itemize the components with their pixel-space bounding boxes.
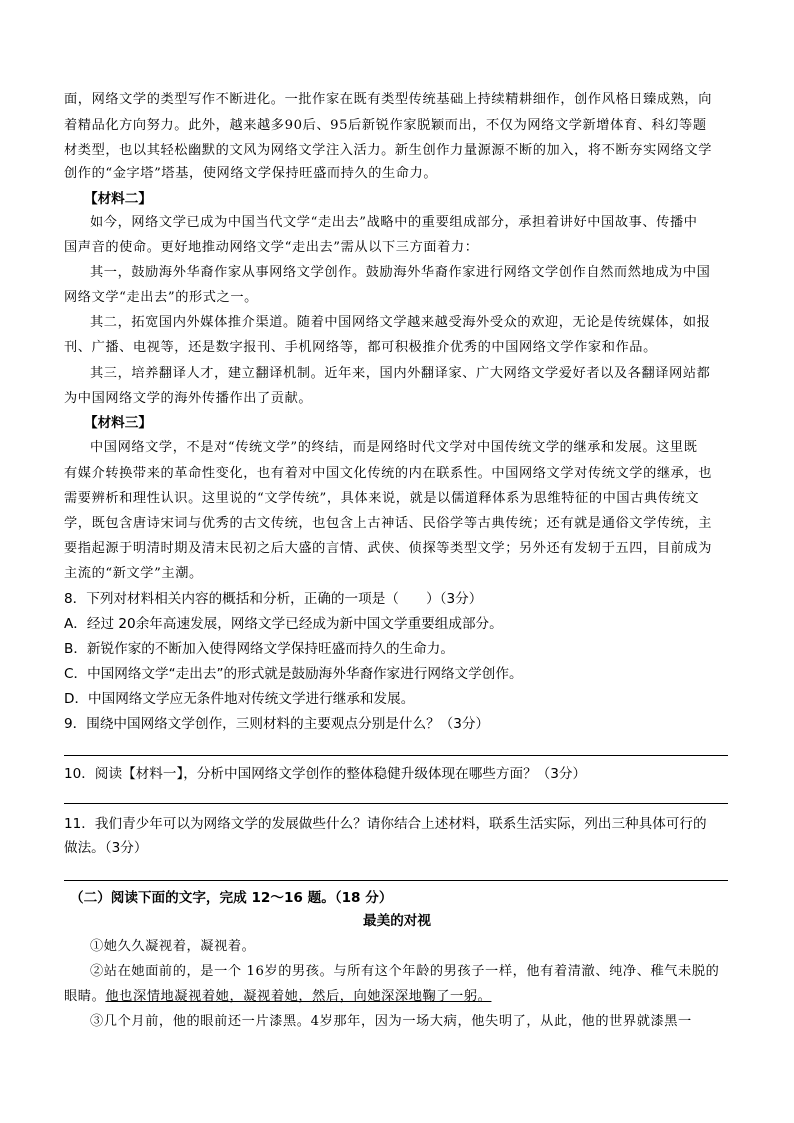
text-line: 中国网络文学，不是对“传统文学”的终结，而是网络时代文学对中国传统文学的继承和发展。这里既: [90, 440, 698, 455]
question-9: 9．围绕中国网络文学创作，三则材料的主要观点分别是什么？（3分）: [64, 716, 490, 732]
text-line: 创作的“金字塔”塔基，使网络文学保持旺盛而持久的生命力。: [64, 166, 438, 181]
material-two-heading: 【材料二】: [84, 191, 152, 207]
text-line: ③几个月前，他的眼前还一片漆黑。4岁那年，因为一场大病，他失明了，从此，他的世界就漆黑一: [90, 1014, 692, 1029]
text-line: 学，既包含唐诗宋词与优秀的古文传统，也包含上古神话、民俗学等古典传统；还有就是通俗文学传统，主: [64, 516, 713, 531]
text-line: 其一，鼓励海外华裔作家从事网络文学创作。鼓励海外华裔作家进行网络文学创作自然而然地成为中国: [90, 265, 711, 280]
text-segment: 眼睛。: [64, 989, 106, 1004]
option-a: A．经过 20余年高速发展，网络文学已经成为新中国文学重要组成部分。: [64, 616, 503, 632]
answer-line: [64, 803, 728, 804]
text-line: 需要辨析和理性认识。这里说的“文学传统”，具体来说，就是以儒道释体系为思维特征的中国古典传统文: [64, 491, 700, 506]
text-line: 着精品化方向努力。此外，越来越多90后、95后新锐作家脱颖而出，不仅为网络文学新增体育、科幻等题: [64, 118, 707, 133]
text-line: 面，网络文学的类型写作不断进化。一批作家在既有类型传统基础上持续精耕细作，创作风格日臻成熟，向: [64, 92, 713, 107]
option-c: C．中国网络文学“走出去”的形式就是鼓励海外华裔作家进行网络文学创作。: [64, 666, 523, 682]
section-two-heading: （二）阅读下面的文字，完成 12～16 题。（18 分）: [70, 890, 393, 906]
passage-title: 最美的对视: [363, 913, 431, 929]
text-line: 国声音的使命。更好地推动网络文学“走出去”需从以下三方面着力：: [64, 240, 479, 255]
text-line: 其三，培养翻译人才，建立翻译机制。近年来，国内外翻译家、广大网络文学爱好者以及各翻译网站都: [90, 366, 711, 381]
text-line: 如今，网络文学已成为中国当代文学“走出去”战略中的重要组成部分，承担着讲好中国故事、传播中: [90, 215, 698, 230]
material-three-heading: 【材料三】: [84, 415, 152, 431]
text-line: ①她久久凝视着，凝视着。: [90, 939, 256, 954]
text-line: 主流的“新文学”主潮。: [64, 566, 203, 581]
text-line: [64, 987, 734, 1007]
text-line: 材类型，也以其轻松幽默的文风为网络文学注入活力。新生创作力量源源不断的加入，将不断夯实网络文学: [64, 143, 713, 158]
text-line: 有媒介转换带来的革命性变化，也有着对中国文化传统的内在联系性。中国网络文学对传统文学的继承，也: [64, 466, 713, 481]
question-11-line2: 做法。（3分）: [64, 840, 148, 856]
question-10: 10．阅读【材料一】，分析中国网络文学创作的整体稳健升级体现在哪些方面？（3分）: [64, 766, 587, 782]
question-11-line1: 11．我们青少年可以为网络文学的发展做些什么？请你结合上述材料，联系生活实际，列出三种具体可行的: [64, 816, 707, 832]
text-line: 其二，拓宽国内外媒体推介渠道。随着中国网络文学越来越受海外受众的欢迎，无论是传统媒体，如报: [90, 315, 711, 330]
underlined-sentence: 他也深情地凝视着她，凝视着她，然后，向她深深地鞠了一躬。: [105, 989, 492, 1004]
option-b: B．新锐作家的不断加入使得网络文学保持旺盛而持久的生命力。: [64, 641, 454, 657]
answer-line: [64, 880, 728, 881]
question-8: 8．下列对材料相关内容的概括和分析，正确的一项是（ ）（3分）: [64, 591, 483, 607]
text-line: 刊、广播、电视等，还是数字报刊、手机网络等，都可积极推介优秀的中国网络文学作家和作品。: [64, 340, 657, 355]
text-line: 网络文学“走出去”的形式之一。: [64, 290, 258, 305]
text-line: ②站在她面前的，是一个 16岁的男孩。与所有这个年龄的男孩子一样，他有着清澈、纯净、稚气未脱的: [90, 964, 720, 979]
answer-line: [64, 755, 728, 756]
text-line: 为中国网络文学的海外传播作出了贡献。: [64, 391, 313, 406]
text-line: 要指起源于明清时期及清末民初之后大盛的言情、武侠、侦探等类型文学；另外还有发轫于五四，目前成为: [64, 541, 713, 556]
option-d: D．中国网络文学应无条件地对传统文学进行继承和发展。: [64, 691, 415, 707]
